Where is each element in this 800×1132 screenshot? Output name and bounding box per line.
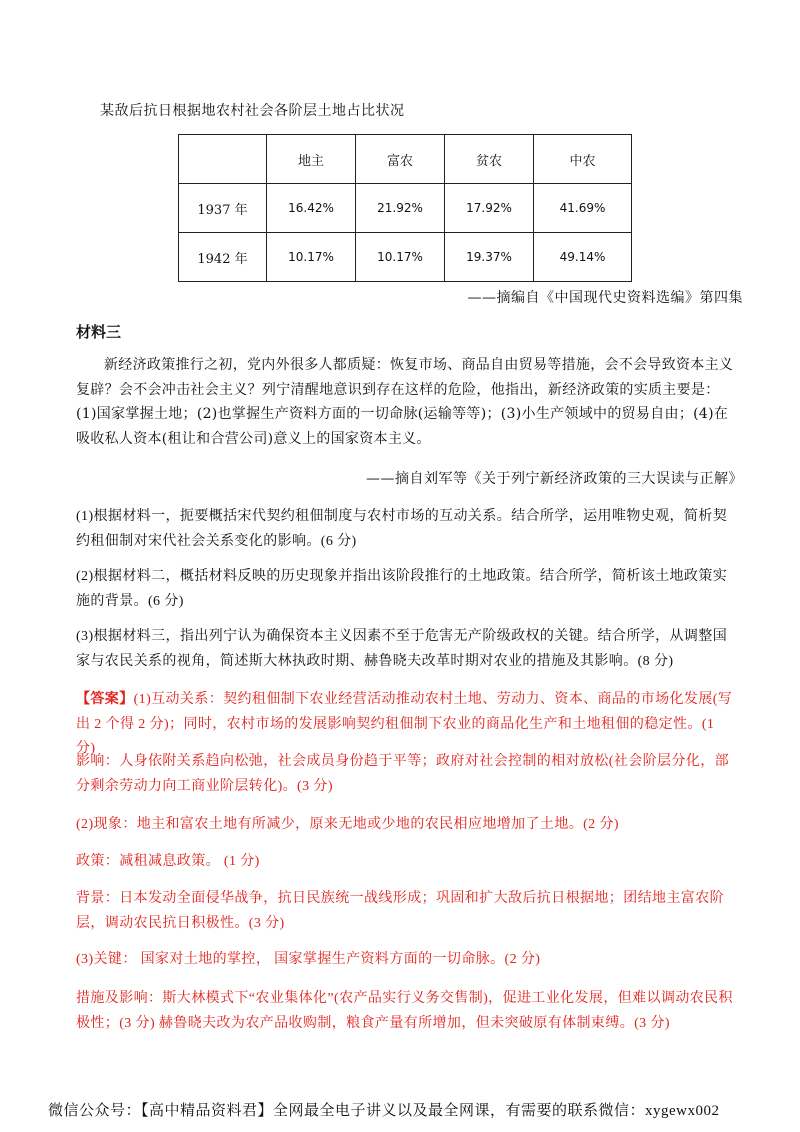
table-header-cell: 地主 bbox=[267, 135, 356, 184]
answer-tag: 【答案】 bbox=[76, 692, 134, 707]
table-source: ——摘编自《中国现代史资料选编》第四集 bbox=[467, 290, 743, 306]
answer-1-impact: 影响：人身依附关系趋向松弛，社会成员身份趋于平等；政府对社会控制的相对放松(社会阶层分化，部分剩余劳动力向工商业阶层转化)。(3 分) bbox=[76, 754, 730, 794]
material3-text: 新经济政策推行之初，党内外很多人都质疑：恢复市场、商品自由贸易等措施，会不会导致资本主义复辟？会不会冲击社会主义？列宁清醒地意识到存在这样的危险，他指出，新经济政策的实质主要是：(1)国家掌握土地；(2)也掌握生产资料方面的一切命脉(运输等等)；(3)小生产领域中的贸易自由；(4)在吸收私人资本(租让和合营公司)意义上的国家资本主义。 bbox=[76, 357, 734, 447]
table-cell: 41.69% bbox=[534, 184, 632, 233]
material3-source: ——摘自刘军等《关于列宁新经济政策的三大误读与正解》 bbox=[366, 471, 743, 487]
table-cell: 16.42% bbox=[267, 184, 356, 233]
table-header-cell bbox=[179, 135, 267, 184]
table-cell: 10.17% bbox=[356, 233, 445, 282]
material3-heading: 材料三 bbox=[76, 323, 122, 341]
answer-3-measures: 措施及影响：斯大林模式下“农业集体化”(农产品实行义务交售制)，促进工业化发展，但难以调动农民积极性；(3 分) 赫鲁晓夫改为农产品收购制，粮食产量有所增加，但未突破原有体制束缚。(3 分) bbox=[76, 991, 733, 1031]
table-cell: 10.17% bbox=[267, 233, 356, 282]
answer-3-key: (3)关键： 国家对土地的掌控， 国家掌握生产资料方面的一切命脉。(2 分) bbox=[76, 952, 541, 967]
question-3: (3)根据材料三，指出列宁认为确保资本主义因素不至于危害无产阶级政权的关键。结合所学，从调整国家与农民关系的视角，简述斯大林执政时期、赫鲁晓夫改革时期对农业的措施及其影响。(8 分) bbox=[76, 629, 728, 669]
table-header-row bbox=[179, 135, 632, 184]
table-header-cell: 中农 bbox=[534, 135, 632, 184]
table-header-cell: 富农 bbox=[356, 135, 445, 184]
table-cell: 17.92% bbox=[445, 184, 534, 233]
table-header-cell: 贫农 bbox=[445, 135, 534, 184]
table-cell: 19.37% bbox=[445, 233, 534, 282]
table-row bbox=[179, 233, 632, 282]
table-cell: 49.14% bbox=[534, 233, 632, 282]
question-1: (1)根据材料一，扼要概括宋代契约租佃制度与农村市场的互动关系。结合所学，运用唯物史观，简析契约租佃制对宋代社会关系变化的影响。(6 分) bbox=[76, 509, 728, 549]
table-year-cell: 1942 年 bbox=[179, 233, 267, 282]
table-cell: 21.92% bbox=[356, 184, 445, 233]
answer-2-policy: 政策：减租减息政策。 (1 分) bbox=[76, 854, 260, 869]
footer-contact: 微信公众号：【高中精品资料君】全网最全电子讲义以及最全网课，有需要的联系微信：xygewx002 bbox=[48, 1103, 720, 1119]
answer-text: (1)互动关系：契约租佃制下农业经营活动推动农村土地、劳动力、资本、商品的市场化发展(写出 2 个得 2 分)；同时，农村市场的发展影响契约租佃制下农业的商品化生产和土地租佃的稳定性。(1 分) bbox=[76, 692, 733, 756]
table-year-cell: 1937 年 bbox=[179, 184, 267, 233]
table-caption: 某敌后抗日根据地农村社会各阶层土地占比状况 bbox=[100, 103, 405, 119]
answer-2-background: 背景：日本发动全面侵华战争，抗日民族统一战线形成；巩固和扩大敌后抗日根据地；团结地主富农阶层，调动农民抗日积极性。(3 分) bbox=[76, 891, 724, 931]
table-row bbox=[179, 184, 632, 233]
land-share-table bbox=[178, 134, 632, 282]
question-2: (2)根据材料二，概括材料反映的历史现象并指出该阶段推行的土地政策。结合所学，简析该土地政策实施的背景。(6 分) bbox=[76, 569, 728, 609]
answer-2-phenomenon: (2)现象：地主和富农土地有所减少，原来无地或少地的农民相应地增加了土地。(2 分) bbox=[76, 817, 619, 832]
